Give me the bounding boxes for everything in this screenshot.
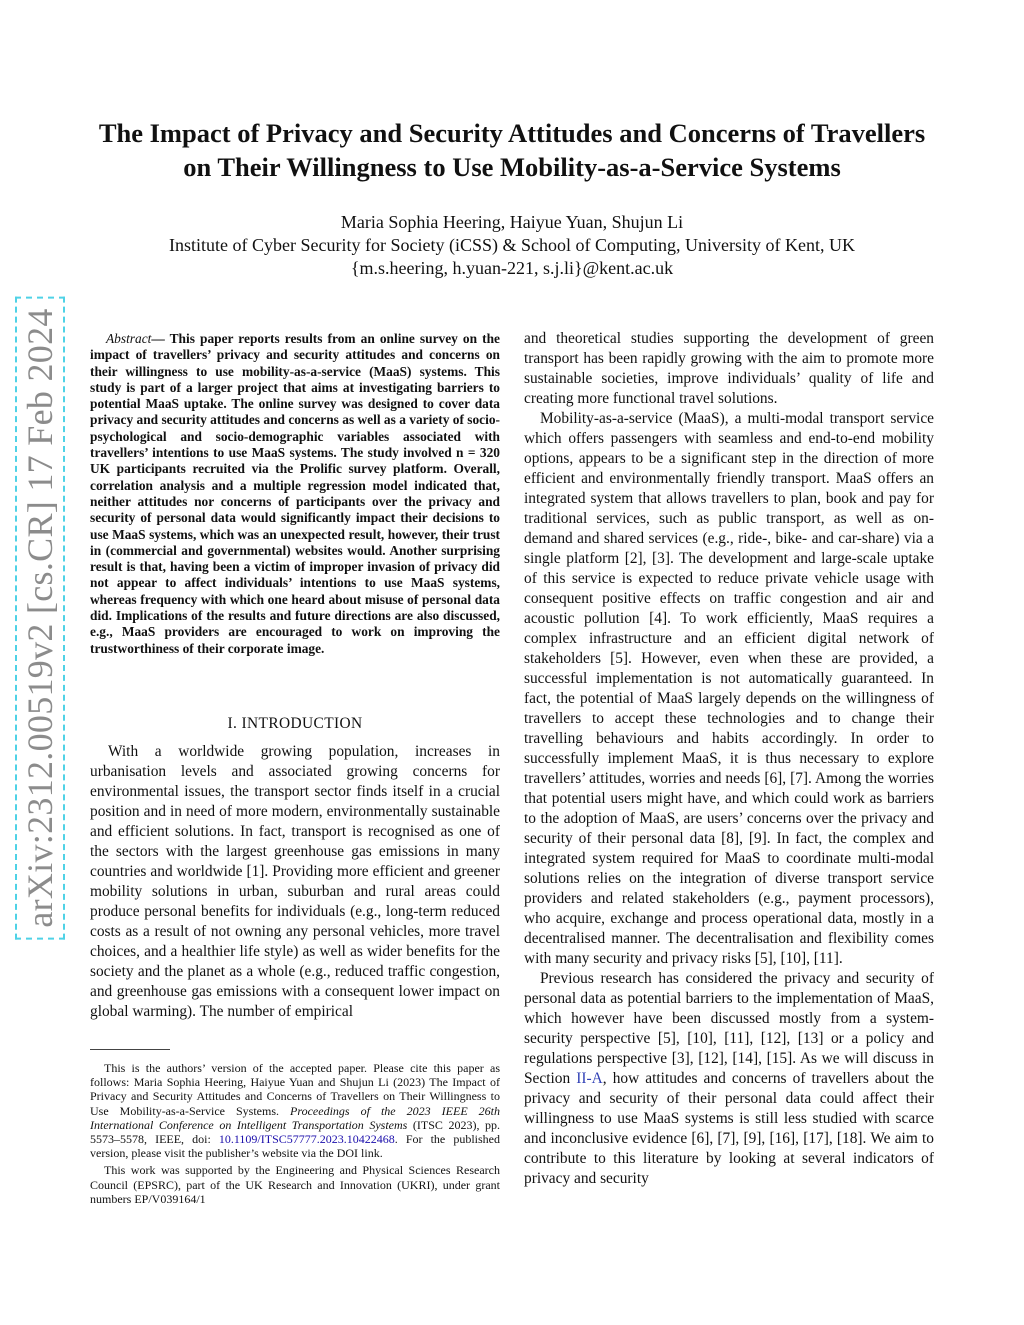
paragraph-previous-research: Previous research has considered the privacy and security of personal data as potential barriers to the implementation of MaaS, which however have been discussed mostly from a system-security perspective [5], [10], [11], [12], [13] or a policy and regulations perspective [3], [12], [14], [15]. As we will discuss in Section II-A, how attitudes and concerns of travellers about the privacy and security of their personal data could affect their willingness to use MaaS systems is still less studied with scarce and inconclusive evidence [6], [7], [9], [16], [17], [18]. We aim to contribute to this literature by looking at several indicators of privacy and security [524, 970, 934, 1187]
section-ref-link[interactable]: II-A [576, 1070, 603, 1087]
author-names: Maria Sophia Heering, Haiyue Yuan, Shujun Li [340, 212, 684, 232]
section-heading-introduction: I. INTRODUCTION [227, 715, 363, 732]
footnote-funding: This work was supported by the Engineering and Physical Sciences Research Council (EPSRC), part of the UK Research and Innovation (UKRI), under grant numbers EP/V039164/1 [90, 1163, 500, 1206]
footnote-citation: This is the authors’ version of the accepted paper. Please cite this paper as follows: Maria Sophia Heering, Haiyue Yuan and Shujun Li (2023) The Impact of Privacy and Security Attitudes and Concerns of Travellers on Their Willingness to Use Mobility-as-a-Service Systems. Proceedings of the 2023 IEEE 26th International Conference on Intelligent Transportation Systems (ITSC 2023), pp. 5573–5578, IEEE, doi: 10.1109/ITSC57777.2023.10422468. For the published version, please visit the publisher’s website via the DOI link. [90, 1061, 501, 1161]
abstract-label: Abstract [106, 331, 152, 346]
arxiv-identifier: arXiv:2312.00519v2 [cs.CR] 17 Feb 2024 [15, 296, 65, 939]
footnote-divider [90, 1049, 170, 1050]
paper-title: The Impact of Privacy and Security Attitudes and Concerns of Travellers on Their Willingness to Use Mobility-as-a-Service Systems [98, 118, 926, 182]
right-column [524, 329, 934, 1189]
paragraph-maas: Mobility-as-a-service (MaaS), a multi-modal transport service which offers passengers with seamless and end-to-end mobility options, appears to be a significant step in the direction of more efficient and environmentally friendly transport. MaaS offers an integrated system that allows travellers to plan, book and pay for traditional services, such as public transport, as well as on-demand and shared services (e.g., ride-, bike- and car-share) via a single platform [2], [3]. The development and large-scale uptake of this service is expected to reduce private vehicle usage with consequent positive effects on traffic congestion and air and acoustic pollution [4]. To work efficiently, MaaS requires a complex infrastructure and an efficient digital network of stakeholders [5]. However, even when these are provided, a successful implementation is not automatically guaranteed. In fact, the potential of MaaS largely depends on the willingness of travellers to accept these technologies and to change their travelling behaviours and habits accordingly. In order to successfully implement MaaS, it is thus necessary to explore travellers’ attitudes, worries and needs [6], [7]. Among the worries that potential users might have, and which could work as barriers to the adoption of MaaS, are users’ concerns over the privacy and security of their personal data [8], [9]. In fact, the complex and integrated system required for MaaS to coordinate multi-modal solutions relies on the integration of diverse transport service providers and related stakeholders (e.g., payment processors), who acquire, exchange and process operational data, mostly in a decentralised manner. The decentralisation and flexibility comes with many security and privacy risks [5], [10], [11]. [524, 410, 934, 967]
arxiv-sidebar [18, 308, 62, 928]
introduction-paragraph: With a worldwide growing population, increases in urbanisation levels and associated growing concerns for environmental issues, the transport sector finds itself in a crucial position and in need of more modern, environmentally sustainable and efficient solutions. In fact, transport is recognised as one of the sectors with the largest greenhouse gas emissions in many countries and worldwide [1]. Providing more efficient and greener mobility solutions in urban, suburban and rural areas could produce personal benefits for individuals (e.g., long-term reduced costs as a result of not owning any personal vehicles, more travel choices, and a healthier life style) as well as wider benefits for the society and the planet as a whole (e.g., reduced traffic congestion, and greenhouse gas emissions with a consequent lower impact on global warming). The number of empirical [90, 743, 500, 1020]
abstract-text: — This paper reports results from an online survey on the impact of travellers’ privacy and security attitudes and concerns on their willingness to use mobility-as-a-service (MaaS) systems. This study is part of a larger project that aims at investigating barriers to potential MaaS uptake. The online survey was designed to cover data privacy and security attitudes and concerns as well as a variety of socio-psychological and socio-demographic variables associated with travellers’ intentions to use MaaS systems. The study involved n = 320 UK participants recruited via the Prolific survey platform. Overall, correlation analysis and a multiple regression model indicated that, neither attitudes nor concerns of participants over the privacy and security of personal data would significantly impact their decisions to use MaaS systems, which was an unexpected result, however, their trust in (commercial and governmental) websites would. Another surprising result is that, having been a victim of improper invasion of privacy did not appear to affect individuals’ intentions to use MaaS systems, whereas frequency with which one heard about misuse of personal data did. Implications of the results and future directions are also discussed, e.g., MaaS providers are encouraged to work on improving the trustworthiness of their corporate image. [90, 331, 500, 656]
author-emails: {m.s.heering, h.yuan-221, s.j.li}@kent.ac.uk [350, 258, 674, 278]
abstract [90, 331, 500, 657]
author-affiliation: Institute of Cyber Security for Society (iCSS) & School of Computing, University of Kent, UK [169, 235, 855, 255]
paragraph-continuation: and theoretical studies supporting the development of green transport has been rapidly growing with the aim to promote more sustainable societies, improve individuals’ quality of life and creating more functional travel solutions. [524, 330, 934, 407]
footnotes [90, 1061, 500, 1209]
author-block [90, 211, 934, 280]
doi-link[interactable]: 10.1109/ITSC57777.2023.10422468 [218, 1132, 395, 1147]
